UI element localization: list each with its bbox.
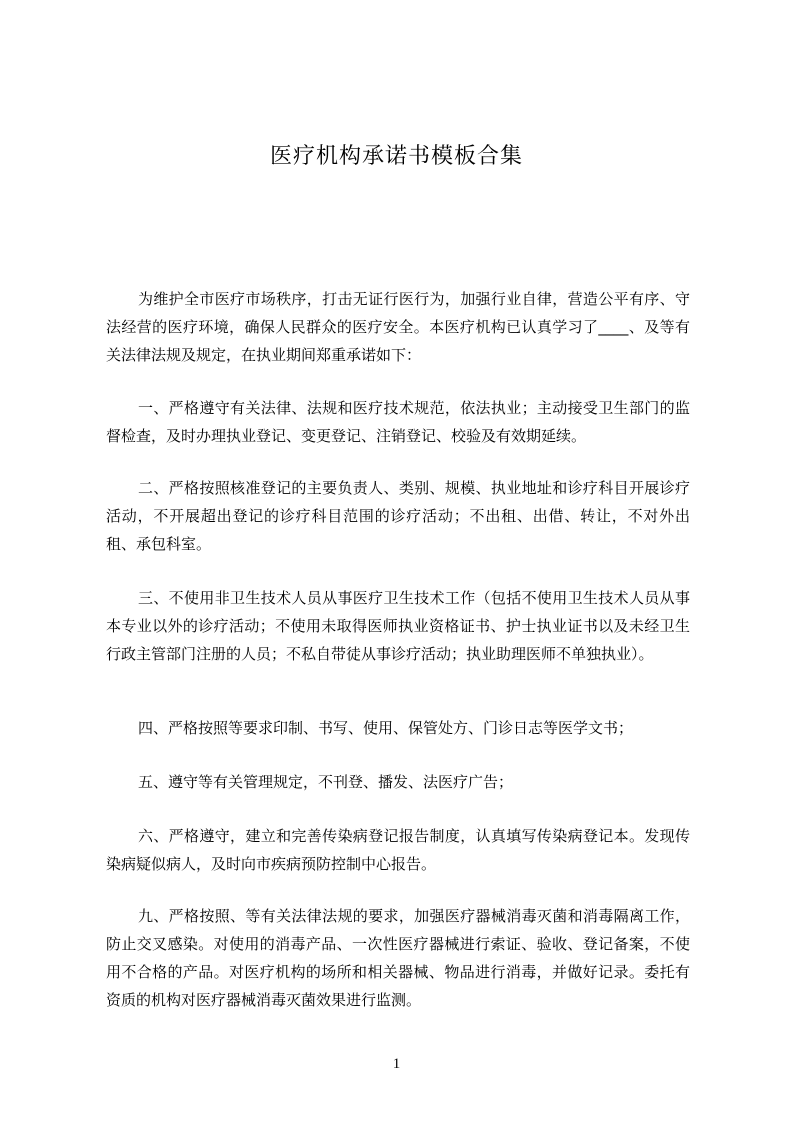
- paragraph-clause-9: 九、严格按照、等有关法律法规的要求，加强医疗器械消毒灭菌和消毒隔离工作，防止交叉感染。对使用的消毒产品、一次性医疗器械进行索证、验收、登记备案，不使用不合格的产品。对医疗机构的场所和相关器械、物品进行消毒，并做好记录。委托有资质的机构对医疗器械消毒灭菌效果进行监测。: [106, 907, 690, 1009]
- paragraph-clause-4: 四、严格按照等要求印制、书写、使用、保管处方、门诊日志等医学文书；: [138, 719, 634, 737]
- paragraph-preamble: 为维护全市医疗市场秩序，打击无证行医行为，加强行业自律，营造公平有序、守法经营的医疗环境，确保人民群众的医疗安全。本医疗机构已认真学习了____、及等有关法律法规及规定，在执业期间郑重承诺如下：: [106, 290, 690, 364]
- paragraph-clause-5: 五、遵守等有关管理规定，不刊登、播发、法医疗广告；: [138, 773, 514, 791]
- page-number: 1: [392, 1056, 401, 1072]
- paragraph-clause-1: 一、严格遵守有关法律、法规和医疗技术规范，依法执业；主动接受卫生部门的监督检查，及时办理执业登记、变更登记、注销登记、校验及有效期延续。: [106, 399, 690, 445]
- paragraph-clause-6: 六、严格遵守，建立和完善传染病登记报告制度，认真填写传染病登记本。发现传染病疑似病人，及时向市疾病预防控制中心报告。: [106, 827, 690, 873]
- document-title: 医疗机构承诺书模板合集: [269, 144, 523, 169]
- paragraph-clause-3: 三、不使用非卫生技术人员从事医疗卫生技术工作（包括不使用卫生技术人员从事本专业以外的诊疗活动；不使用未取得医师执业资格证书、护士执业证书以及未经卫生行政主管部门注册的人员；不私自带徒从事诊疗活动；执业助理医师不单独执业）。: [106, 589, 690, 663]
- paragraph-clause-2: 二、严格按照核准登记的主要负责人、类别、规模、执业地址和诊疗科目开展诊疗活动，不开展超出登记的诊疗科目范围的诊疗活动；不出租、出借、转让，不对外出租、承包科室。: [106, 479, 690, 553]
